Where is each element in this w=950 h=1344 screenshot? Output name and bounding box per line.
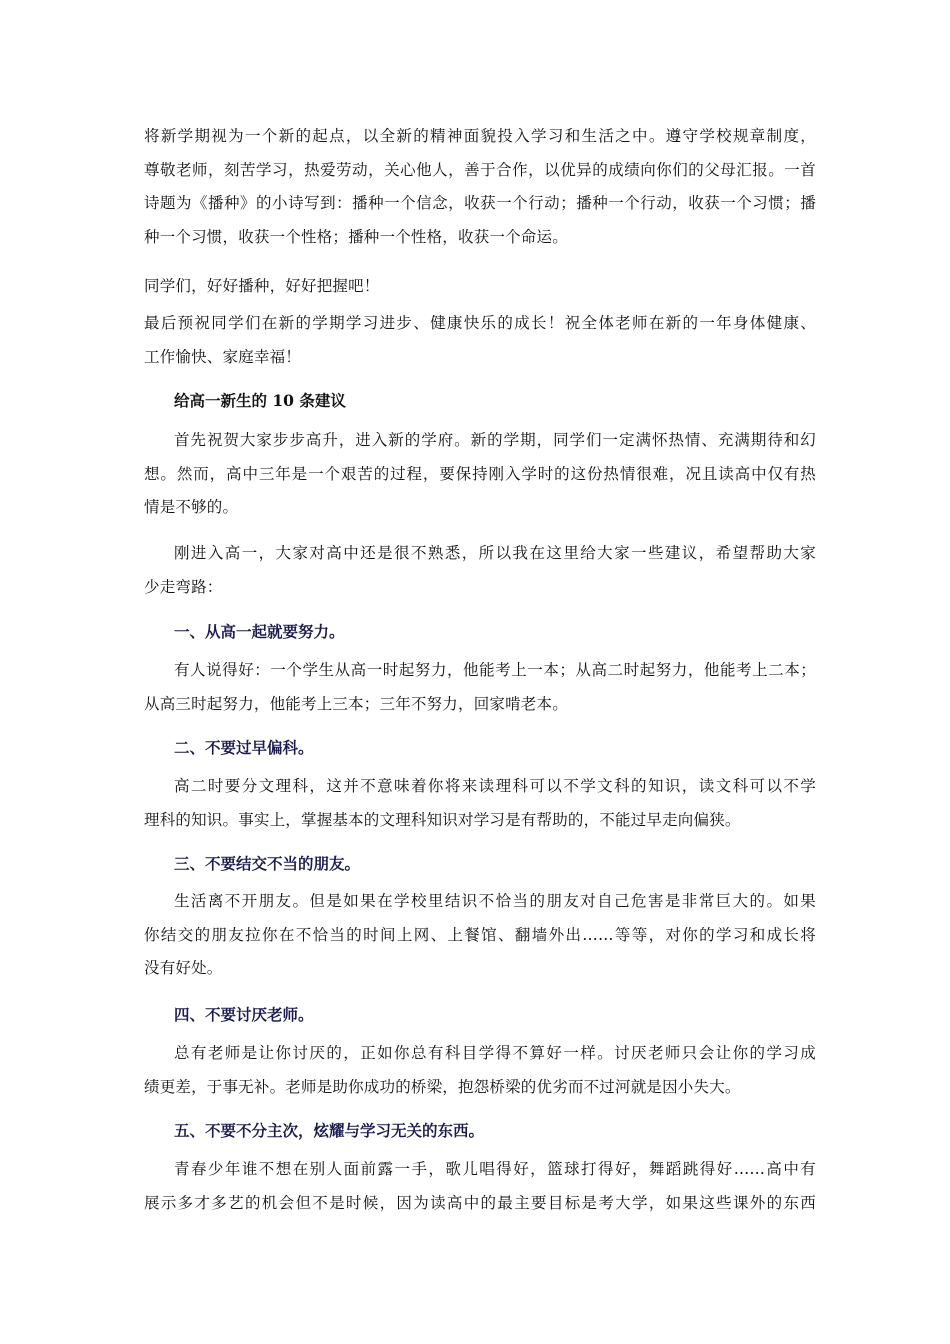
text-line: 尊敬老师，刻苦学习，热爱劳动，关心他人，善于合作，以优异的成绩向你们的父母汇报。一首	[144, 160, 816, 179]
advice-heading-4: 四、不要讨厌老师。	[174, 1005, 314, 1024]
text-line: 展示多才多艺的机会但不是时候，因为读高中的最主要目标是考大学，如果这些课外的东西	[144, 1193, 816, 1212]
text-line: 生活离不开朋友。但是如果在学校里结识不恰当的朋友对自己危害是非常巨大的。如果	[174, 892, 816, 910]
text-line: 绩更差，于事无补。老师是助你成功的桥梁，抱怨桥梁的优劣而不过河就是因小失大。	[144, 1077, 741, 1096]
text-line: 将新学期视为一个新的起点，以全新的精神面貌投入学习和生活之中。遵守学校规章制度，	[144, 127, 816, 145]
paragraph-advice-1	[144, 654, 816, 721]
text-line: 有人说得好：一个学生从高一时起努力，他能考上一本；从高二时起努力，他能考上二本；	[174, 661, 816, 679]
section-title: 给高一新生的 10 条建议	[174, 391, 346, 410]
advice-heading-2: 二、不要过早偏科。	[174, 738, 314, 757]
paragraph-new-semester	[144, 120, 816, 254]
text-line: 你结交的朋友拉你在不恰当的时间上网、上餐馆、翻墙外出……等等，对你的学习和成长将	[144, 925, 816, 944]
paragraph-advice-4	[144, 1037, 816, 1104]
text-line: 最后预祝同学们在新的学期学习进步、健康快乐的成长！祝全体老师在新的一年身体健康、	[144, 314, 816, 332]
text-line: 理科的知识。事实上，掌握基本的文理科知识对学习是有帮助的，不能过早走向偏狭。	[144, 810, 741, 829]
text-line: 从高三时起努力，他能考上三本；三年不努力，回家啃老本。	[144, 694, 568, 713]
paragraph-intro	[144, 424, 816, 525]
text-line: 总有老师是让你讨厌的，正如你总有科目学得不算好一样。讨厌老师只会让你的学习成	[174, 1044, 816, 1062]
advice-heading-5: 五、不要不分主次，炫耀与学习无关的东西。	[174, 1121, 485, 1140]
text-line: 情是不够的。	[144, 498, 239, 516]
advice-heading-3: 三、不要结交不当的朋友。	[174, 854, 361, 873]
text-line: 青春少年谁不想在别人面前露一手，歌儿唱得好，篮球打得好，舞蹈跳得好……高中有	[174, 1160, 816, 1178]
text-line: 诗题为《播种》的小诗写到：播种一个信念，收获一个行动；播种一个行动，收获一个习惯；播	[144, 194, 816, 212]
text-line: 刚进入高一，大家对高中还是很不熟悉，所以我在这里给大家一些建议，希望帮助大家	[174, 544, 816, 562]
paragraph-sow	[144, 270, 816, 304]
paragraph-advice-5	[144, 1153, 816, 1220]
text-line: 想。然而，高中三年是一个艰苦的过程，要保持刚入学时的这份热情很难，况且读高中仅有热	[144, 464, 816, 483]
text-line: 首先祝贺大家步步高升，进入新的学府。新的学期，同学们一定满怀热情、充满期待和幻	[174, 431, 816, 449]
paragraph-advice-2	[144, 770, 816, 837]
text-line: 高二时要分文理科，这并不意味着你将来读理科可以不学文科的知识，读文科可以不学	[174, 777, 816, 795]
paragraph-wishes	[144, 307, 816, 374]
text-line: 少走弯路：	[144, 577, 223, 596]
paragraph-advice-intro	[144, 537, 816, 604]
text-line: 种一个习惯，收获一个性格；播种一个性格，收获一个命运。	[144, 227, 568, 246]
paragraph-advice-3	[144, 885, 816, 986]
text-line: 工作愉快、家庭幸福！	[144, 347, 302, 366]
text-line: 同学们，好好播种，好好把握吧！	[144, 277, 380, 295]
text-line: 没有好处。	[144, 959, 223, 977]
advice-heading-1: 一、从高一起就要努力。	[174, 622, 345, 641]
